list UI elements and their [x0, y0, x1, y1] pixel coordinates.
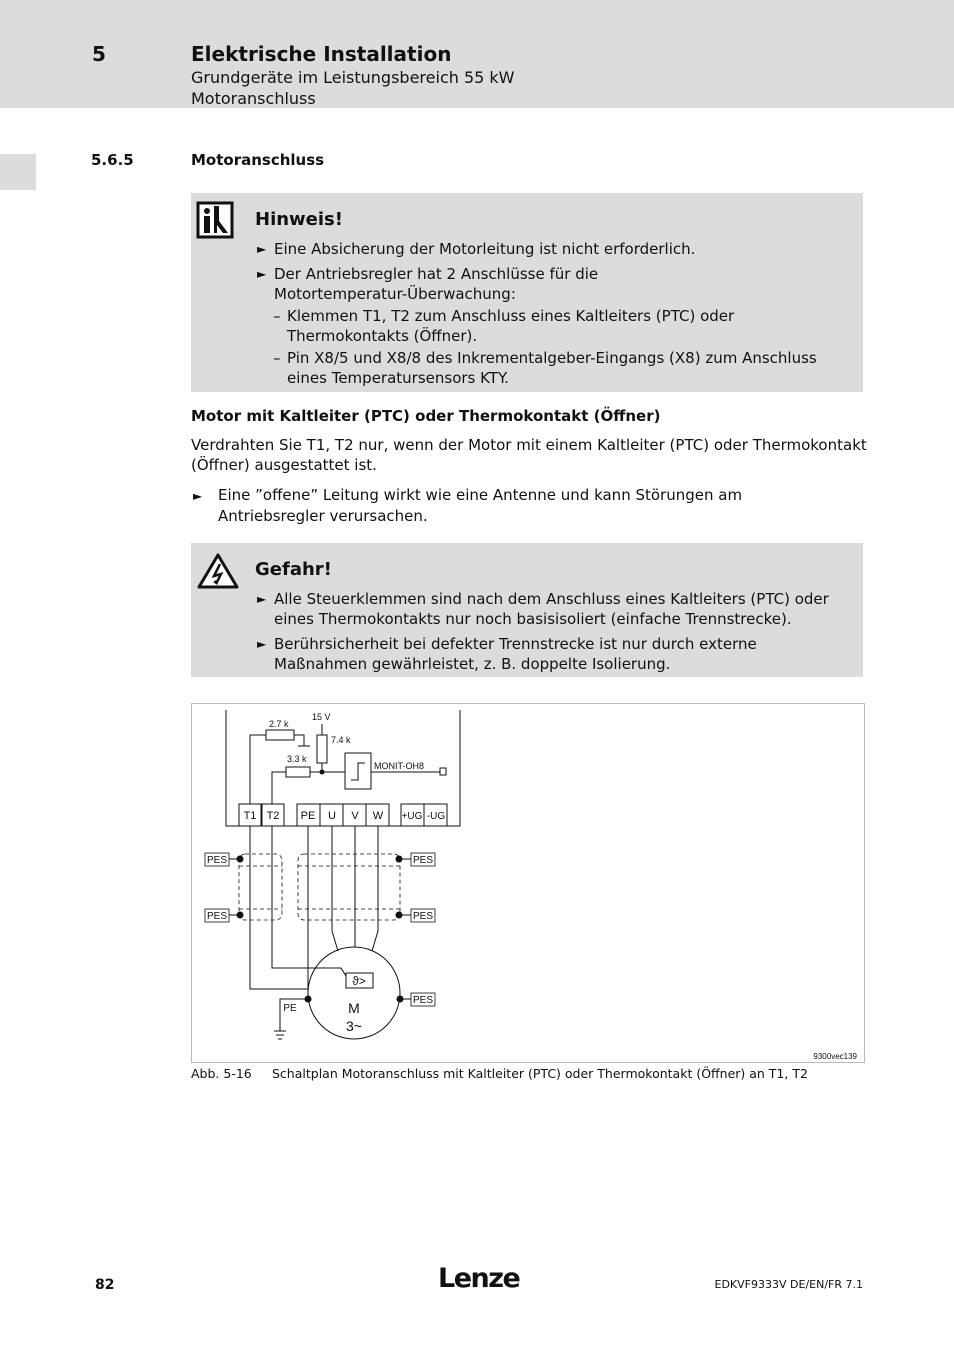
- motor-label: M: [348, 1000, 360, 1016]
- bullet-arrow-icon: ►: [257, 242, 267, 256]
- paragraph: Verdrahten Sie T1, T2 nur, wenn der Motor mit einem Kaltleiter (PTC) oder Thermokontakt (Öffner) ausgestattet ist.: [191, 436, 867, 474]
- bullet-arrow-icon: ►: [257, 637, 267, 651]
- info-icon: [196, 201, 234, 243]
- voltage-label: 15 V: [312, 712, 331, 722]
- terminal-label: -UG: [426, 811, 446, 822]
- high-voltage-warning-icon: [196, 551, 240, 595]
- wiring-diagram-figure: [191, 703, 865, 1063]
- chapter-subtitle: Motoranschluss: [191, 89, 316, 108]
- terminal-label: V: [351, 810, 359, 822]
- terminal-label: T1: [243, 810, 257, 822]
- bullet-arrow-icon: ►: [193, 489, 203, 503]
- section-title: Motoranschluss: [191, 151, 325, 169]
- chapter-subtitle: Grundgeräte im Leistungsbereich 55 kW: [191, 68, 515, 87]
- bullet-arrow-icon: ►: [257, 267, 267, 281]
- chapter-title: Elektrische Installation: [191, 42, 452, 66]
- danger-title: Gefahr!: [255, 559, 332, 580]
- note-box: Hinweis! ► Eine Absicherung der Motorleitung ist nicht erforderlich. ► Der Antriebsregler hat 2 Anschlüsse für die Motortemperatur-Überwachung: – Klemmen T1, T2 zum Anschluss eines Kaltleiters (PTC) oder Thermokontakts (Öffner). – Pin X8/5 und X8/8 des Inkrementalgeber-Eingangs (X8) zum Anschluss eines Temperatursensors KTY.: [191, 193, 863, 392]
- page-header: [0, 0, 954, 108]
- caption-text: Schaltplan Motoranschluss mit Kaltleiter (PTC) oder Thermokontakt (Öffner) an T1, T2: [272, 1066, 808, 1081]
- section-number: 5.6.5: [91, 151, 134, 169]
- bullet-arrow-icon: ►: [257, 592, 267, 606]
- figure-id: 9300vec139: [813, 1052, 857, 1061]
- caption-number: Abb. 5-16: [191, 1066, 252, 1081]
- pes-label: PES: [206, 855, 228, 866]
- side-tab-marker: [0, 154, 36, 190]
- document-id: EDKVF9333V DE/EN/FR 7.1: [714, 1278, 863, 1291]
- signal-label: MONIT-OH8: [374, 761, 425, 771]
- resistor-label: 2.7 k: [269, 719, 289, 729]
- terminal-label: T2: [266, 810, 280, 822]
- pes-label: PES: [412, 855, 434, 866]
- subsection-title: Motor mit Kaltleiter (PTC) oder Thermokontakt (Öffner): [191, 407, 661, 425]
- pe-label: PE: [283, 1003, 297, 1014]
- danger-box: Gefahr! ► Alle Steuerklemmen sind nach dem Anschluss eines Kaltleiters (PTC) oder eines Thermokontakts nur noch basisisoliert (einfache Trennstrecke). ► Berührsicherheit bei defekter Trennstrecke ist nur durch externe Maßnahmen gewährleistet, z. B. doppelte Isolierung.: [191, 543, 863, 677]
- resistor-label: 3.3 k: [287, 754, 307, 764]
- lenze-logo: Lenze: [438, 1263, 520, 1294]
- pes-label: PES: [412, 995, 434, 1006]
- terminal-label: PE: [300, 810, 316, 822]
- terminal-label: +UG: [401, 811, 423, 822]
- pes-label: PES: [412, 911, 434, 922]
- note-title: Hinweis!: [255, 209, 343, 230]
- motor-phase-label: 3~: [346, 1018, 362, 1034]
- thermal-symbol: ϑ>: [352, 974, 366, 988]
- terminal-label: U: [328, 810, 336, 822]
- chapter-number: 5: [92, 42, 106, 66]
- pes-label: PES: [206, 911, 228, 922]
- wiring-diagram: [192, 704, 864, 1062]
- resistor-label: 7.4 k: [331, 735, 351, 745]
- page-number: 82: [95, 1277, 115, 1293]
- terminal-label: W: [372, 810, 384, 822]
